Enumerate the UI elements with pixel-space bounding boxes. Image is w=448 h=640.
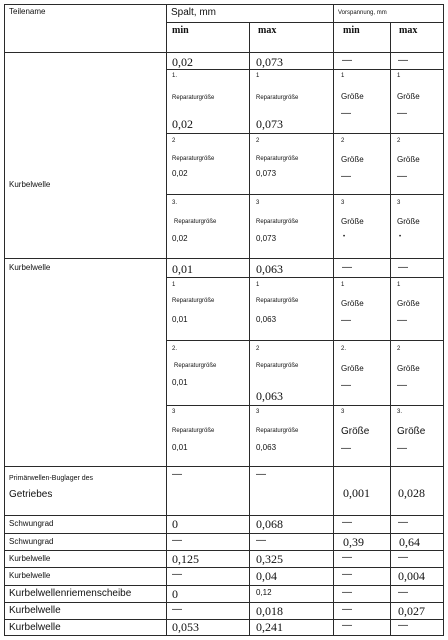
- part-name: Schwungrad: [9, 537, 54, 546]
- row-divider: [166, 405, 444, 406]
- part-name: Kurbelwelle: [9, 605, 61, 616]
- row-divider: [166, 340, 444, 341]
- repair-size-label: Reparaturgröße: [174, 363, 217, 369]
- size-label: Größe: [397, 155, 420, 164]
- repair-max: 0,063: [256, 443, 277, 452]
- dash: —: [398, 55, 408, 66]
- preload-max: —: [398, 517, 408, 528]
- repair-size-label: Reparaturgröße: [172, 298, 215, 304]
- size-step-number: 1: [397, 73, 401, 79]
- size-step-number: 3: [341, 200, 345, 206]
- repair-size-label: Reparaturgröße: [256, 95, 299, 101]
- gap-min: 0: [172, 587, 178, 601]
- dash: —: [341, 108, 351, 119]
- repair-min: 0,02: [172, 234, 188, 243]
- gap-min-header: min: [172, 25, 189, 36]
- repair-max: 0,073: [256, 117, 283, 131]
- repair-step-number: 3: [256, 409, 260, 415]
- gap-max: —: [256, 469, 266, 480]
- dash: —: [341, 171, 351, 182]
- repair-max: 0,073: [256, 234, 277, 243]
- column-divider-gap: [249, 22, 250, 636]
- gap-min: —: [172, 469, 182, 480]
- gap-max: 0,04: [256, 569, 277, 583]
- repair-max: 0,063: [256, 315, 277, 324]
- gap-max: 0,241: [256, 620, 283, 634]
- row-divider: [4, 602, 444, 603]
- repair-step-number: 1: [256, 282, 260, 288]
- row-divider: [4, 619, 444, 620]
- repair-size-label: Reparaturgröße: [172, 95, 215, 101]
- group-a-max: 0,073: [256, 55, 283, 69]
- size-step-number: 3: [341, 409, 345, 415]
- repair-min: 0,01: [172, 443, 188, 452]
- preload-max: —: [398, 587, 408, 598]
- preload-max: 0,64: [399, 535, 420, 549]
- preload-header: Vorspannung, mm: [338, 10, 387, 16]
- row-divider: [166, 194, 444, 195]
- preload-min-header: min: [343, 25, 360, 36]
- repair-min: 0,02: [172, 117, 193, 131]
- group-divider: [4, 258, 444, 259]
- row-divider: [166, 69, 444, 70]
- dash: —: [342, 55, 352, 66]
- repair-size-label: Reparaturgröße: [174, 219, 217, 225]
- preload-min: 0,001: [343, 486, 370, 500]
- table-border-left: [4, 4, 5, 636]
- repair-max: 0,073: [256, 169, 277, 178]
- table-border-right: [443, 4, 444, 636]
- size-step-number: 2: [397, 346, 401, 352]
- dash: —: [398, 262, 408, 273]
- gap-min: —: [172, 604, 182, 615]
- gap-max: 0,068: [256, 517, 283, 531]
- gap-min: 0: [172, 517, 178, 531]
- row-divider: [4, 567, 444, 568]
- row-divider: [166, 277, 444, 278]
- dash: —: [341, 380, 351, 391]
- header-divider: [166, 22, 444, 23]
- gap-min: 0,125: [172, 552, 199, 566]
- size-label: Größe: [397, 92, 420, 101]
- part-name: Getriebes: [9, 489, 53, 500]
- size-step-number: 2.: [341, 346, 347, 352]
- repair-max: 0,063: [256, 389, 283, 403]
- repair-step-number: 1.: [172, 73, 178, 79]
- gap-header: Spalt, mm: [171, 7, 217, 18]
- dash: —: [342, 262, 352, 273]
- size-step-number: 1: [397, 282, 401, 288]
- size-label: Größe: [341, 155, 364, 164]
- size-label: Größe: [397, 299, 420, 308]
- gap-max-header: max: [258, 25, 277, 36]
- group-a-min: 0,02: [172, 55, 193, 69]
- repair-step-number: 2.: [172, 346, 178, 352]
- gap-min: —: [172, 535, 182, 546]
- gap-min: 0,053: [172, 620, 199, 634]
- repair-size-label: Reparaturgröße: [256, 156, 299, 162]
- size-label: Größe: [341, 364, 364, 373]
- repair-min: 0,02: [172, 169, 188, 178]
- repair-step-number: 3.: [172, 200, 178, 206]
- part-name: Schwungrad: [9, 519, 54, 528]
- size-label: Größe: [397, 217, 420, 226]
- repair-step-number: 2: [256, 138, 260, 144]
- preload-min: 0,39: [343, 535, 364, 549]
- dash: —: [341, 443, 351, 454]
- preload-min: —: [342, 569, 352, 580]
- column-divider-section: [333, 4, 334, 636]
- repair-size-label: Reparaturgröße: [256, 363, 299, 369]
- repair-size-label: Reparaturgröße: [172, 156, 215, 162]
- size-label: Größe: [341, 92, 364, 101]
- row-divider: [4, 515, 444, 516]
- dash: —: [397, 108, 407, 119]
- gap-max: 0,018: [256, 604, 283, 618]
- row-divider: [4, 585, 444, 586]
- preload-max-header: max: [399, 25, 418, 36]
- repair-min: 0,01: [172, 315, 188, 324]
- column-divider-name: [166, 4, 167, 636]
- size-step-number: 1: [341, 73, 345, 79]
- repair-min: 0,01: [172, 378, 188, 387]
- repair-step-number: 3: [172, 409, 176, 415]
- group-b-min: 0,01: [172, 262, 193, 276]
- header-bottom: [4, 52, 444, 53]
- preload-max: 0,028: [398, 486, 425, 500]
- size-step-number: 1: [341, 282, 345, 288]
- preload-min: —: [342, 587, 352, 598]
- repair-step-number: 1: [172, 282, 176, 288]
- group-a-part-name: Kurbelwelle: [9, 180, 51, 189]
- gap-max: 0,12: [256, 588, 272, 597]
- preload-max: —: [398, 552, 408, 563]
- size-step-number: 2: [341, 138, 345, 144]
- size-step-number: 3.: [397, 409, 403, 415]
- dash: —: [397, 380, 407, 391]
- dash: —: [397, 315, 407, 326]
- group-b-part-name: Kurbelwelle: [9, 263, 51, 272]
- preload-min: —: [342, 604, 352, 615]
- dash: —: [341, 315, 351, 326]
- preload-min: —: [342, 517, 352, 528]
- repair-step-number: 3: [256, 200, 260, 206]
- repair-step-number: 2: [256, 346, 260, 352]
- table-border-bottom: [4, 635, 444, 636]
- row-divider: [4, 533, 444, 534]
- dot: •: [343, 234, 346, 240]
- preload-min: —: [342, 552, 352, 563]
- part-name: Kurbelwelle: [9, 622, 61, 633]
- size-label: Größe: [341, 299, 364, 308]
- group-b-max: 0,063: [256, 262, 283, 276]
- column-divider-preload: [390, 22, 391, 636]
- size-label: Größe: [341, 217, 364, 226]
- size-step-number: 3: [397, 200, 401, 206]
- table-border-top: [4, 4, 444, 5]
- dash: —: [397, 443, 407, 454]
- dash: —: [397, 171, 407, 182]
- size-label: Größe: [397, 364, 420, 373]
- preload-max: 0,004: [398, 569, 425, 583]
- dot: •: [399, 234, 402, 240]
- size-label: Größe: [341, 426, 370, 437]
- part-name-header: Teilename: [9, 7, 46, 16]
- preload-max: 0,027: [398, 604, 425, 618]
- repair-step-number: 1: [256, 73, 260, 79]
- row-divider: [4, 550, 444, 551]
- repair-size-label: Reparaturgröße: [256, 428, 299, 434]
- gap-max: —: [256, 535, 266, 546]
- row-divider: [166, 133, 444, 134]
- size-label: Größe: [397, 426, 426, 437]
- repair-size-label: Reparaturgröße: [256, 219, 299, 225]
- repair-size-label: Reparaturgröße: [172, 428, 215, 434]
- gap-min: —: [172, 569, 182, 580]
- part-name: Kurbelwelle: [9, 571, 51, 580]
- repair-size-label: Reparaturgröße: [256, 298, 299, 304]
- repair-step-number: 2: [172, 138, 176, 144]
- size-step-number: 2: [397, 138, 401, 144]
- gap-max: 0,325: [256, 552, 283, 566]
- part-name: Kurbelwellenriemenscheibe: [9, 588, 132, 599]
- preload-min: —: [342, 620, 352, 631]
- preload-max: —: [398, 620, 408, 631]
- group-divider: [4, 466, 444, 467]
- part-name: Primärwellen-Buglager des: [9, 475, 94, 482]
- part-name: Kurbelwelle: [9, 554, 51, 563]
